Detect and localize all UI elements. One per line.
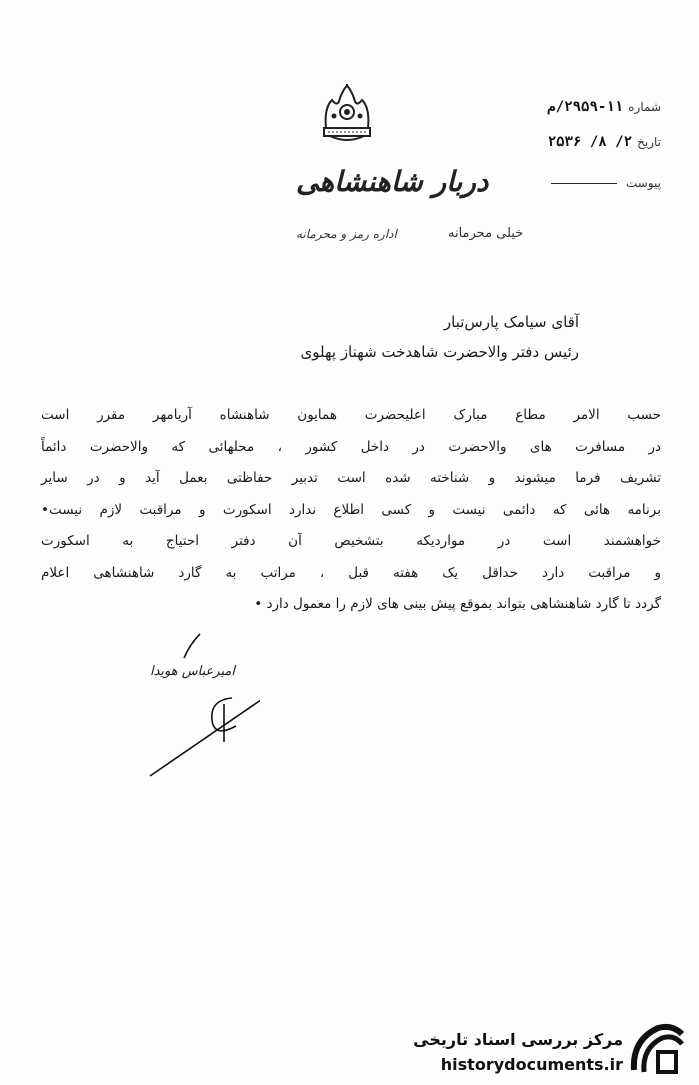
- imperial-crown-icon: [318, 84, 376, 146]
- classification-label: خیلی محرمانه: [448, 226, 524, 241]
- number-label: شماره: [628, 100, 661, 114]
- letter-body: [41, 400, 661, 621]
- court-title: دربار شاهنشاهی: [296, 165, 489, 198]
- body-line: خواهشمند است در مواردیکه بتشخیص آن دفتر احتیاج به اسکورت: [41, 533, 661, 549]
- attachment-blank-line: [551, 182, 617, 184]
- number-row: [547, 96, 661, 115]
- date-row: [548, 131, 661, 150]
- watermark-title: مرکز بررسی اسناد تاریخی: [413, 1030, 623, 1049]
- archive-logo-icon: [628, 1020, 688, 1080]
- recipient-name: آقای سیامک پارس‌تبار: [443, 313, 579, 331]
- body-line: برنامه هائی که دائمی نیست و کسی اطلاع ندارد اسکورت و مراقبت لازم نیست•: [41, 501, 661, 518]
- attachment-row: [547, 172, 661, 191]
- body-line: حسب الامر مطاع مبارک اعلیحضرت همایون شاهنشاه آریامهر مقرر است: [41, 407, 661, 423]
- date-label: تاریخ: [637, 135, 661, 149]
- body-line: تشریف فرما میشوند و شناخته شده است تدبیر حفاظتی بعمل آید و در سایر: [41, 470, 661, 486]
- attachment-label: پیوست: [626, 176, 661, 190]
- watermark-url: historydocuments.ir: [440, 1055, 623, 1074]
- body-line: در مسافرت های والاحضرت در داخل کشور ، محلهائی که والاحضرت دائماً: [41, 438, 661, 455]
- signatory-name: امیرعباس هویدا: [150, 664, 235, 679]
- body-line: گردد تا گارد شاهنشاهی بتواند بموقع پیش بینی های لازم را معمول دارد •: [254, 596, 661, 612]
- recipient-title: رئیس دفتر والاحضرت شاهدخت شهناز پهلوی: [300, 343, 579, 361]
- body-line: و مراقبت دارد حداقل یک هفته قبل ، مراتب به گارد شاهنشاهی اعلام: [41, 564, 661, 581]
- number-value: ۱۱-۲۹۵۹/م: [547, 99, 624, 115]
- handwritten-signature: [140, 630, 260, 780]
- department-label: اداره رمز و محرمانه: [296, 227, 397, 241]
- date-value: ۲/ ۸/ ۲۵۳۶: [547, 134, 633, 150]
